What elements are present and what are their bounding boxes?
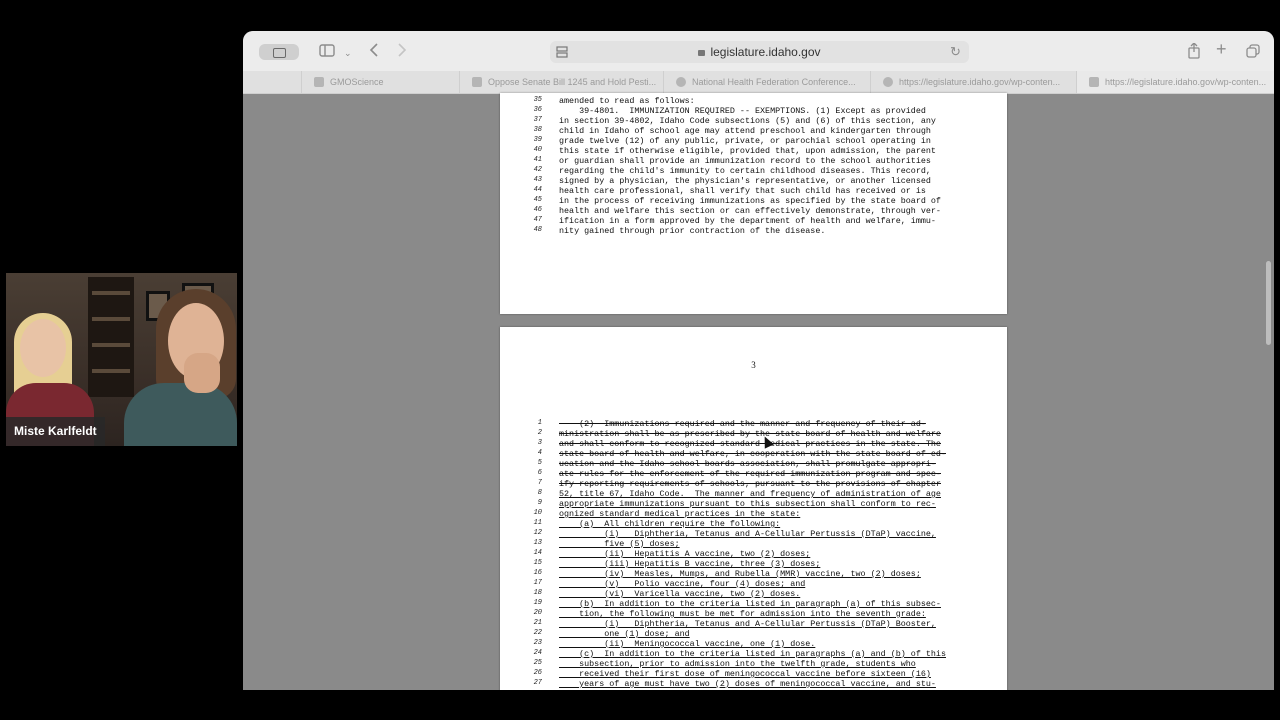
line-text: regarding the child's immunity to certain childhood diseases. This record, xyxy=(559,166,931,176)
favicon-icon xyxy=(472,77,482,87)
line-text: (i) Diphtheria, Tetanus and A-Cellular Pertussis (DTaP) vaccine, xyxy=(559,529,936,539)
line-text: ucation and the Idaho school boards association, shall promulgate appropri- xyxy=(559,459,936,469)
line-number: 2 xyxy=(537,429,542,437)
line-text: tion, the following must be met for admission into the seventh grade: xyxy=(559,609,926,619)
line-text: ministration shall be as prescribed by the state board of health and welfare xyxy=(559,429,941,439)
document-line xyxy=(500,166,1007,176)
line-text: appropriate immunizations pursuant to this subsection shall conform to rec- xyxy=(559,499,936,509)
line-text: one (1) dose; and xyxy=(559,629,690,639)
line-number: 7 xyxy=(537,479,542,487)
favicon-icon xyxy=(1089,77,1099,87)
line-text: (ii) Meningococcal vaccine, one (1) dose. xyxy=(559,639,816,649)
document-line xyxy=(500,629,1007,639)
favicon-icon xyxy=(676,77,686,87)
line-number: 17 xyxy=(533,579,542,587)
tab-gmoscience[interactable] xyxy=(301,71,450,93)
line-text: (a) All children require the following: xyxy=(559,519,781,529)
document-line xyxy=(500,529,1007,539)
document-line xyxy=(500,419,1007,429)
document-line xyxy=(500,429,1007,439)
document-line xyxy=(500,459,1007,469)
line-number: 24 xyxy=(533,649,542,657)
line-text: (b) In addition to the criteria listed in paragraph (a) of this subsec- xyxy=(559,599,941,609)
line-number: 10 xyxy=(533,509,542,517)
line-text: and shall conform to recognized standard medical practices in the state. The xyxy=(559,439,941,449)
line-number: 13 xyxy=(533,539,542,547)
line-text: (i) Diphtheria, Tetanus and A-Cellular Pertussis (DTaP) Booster, xyxy=(559,619,936,629)
document-line xyxy=(500,549,1007,559)
line-text: amended to read as follows: xyxy=(559,96,695,106)
line-number: 3 xyxy=(537,439,542,447)
line-text: in section 39-4802, Idaho Code subsections (5) and (6) of this section, any xyxy=(559,116,936,126)
document-line xyxy=(500,579,1007,589)
document-line xyxy=(500,96,1007,106)
document-line xyxy=(500,539,1007,549)
tab-label: National Health Federation Conference... xyxy=(692,77,856,87)
document-line xyxy=(500,649,1007,659)
line-number: 39 xyxy=(533,136,542,144)
line-number: 40 xyxy=(533,146,542,154)
line-number: 20 xyxy=(533,609,542,617)
line-number: 42 xyxy=(533,166,542,174)
page-number: 3 xyxy=(751,360,756,370)
tab-oppose-senate-bill[interactable] xyxy=(459,71,657,93)
document-line xyxy=(500,609,1007,619)
line-number: 1 xyxy=(537,419,542,427)
document-line xyxy=(500,449,1007,459)
tab-overview-icon[interactable] xyxy=(259,44,299,60)
line-number: 41 xyxy=(533,156,542,164)
line-number: 37 xyxy=(533,116,542,124)
document-line xyxy=(500,439,1007,449)
document-line xyxy=(500,489,1007,499)
document-line xyxy=(500,499,1007,509)
line-number: 36 xyxy=(533,106,542,114)
forward-icon[interactable] xyxy=(397,43,407,59)
line-text: five (5) doses; xyxy=(559,539,680,549)
url-text: legislature.idaho.gov xyxy=(710,45,821,59)
document-line xyxy=(500,146,1007,156)
tab-label: Oppose Senate Bill 1245 and Hold Pesti... xyxy=(488,77,657,87)
line-number: 47 xyxy=(533,216,542,224)
document-line xyxy=(500,196,1007,206)
line-text: subsection, prior to admission into the twelfth grade, students who xyxy=(559,659,916,669)
pdf-page-2 xyxy=(500,93,1007,314)
document-line xyxy=(500,216,1007,226)
line-number: 27 xyxy=(533,679,542,687)
line-number: 26 xyxy=(533,669,542,677)
document-line xyxy=(500,479,1007,489)
document-line xyxy=(500,679,1007,689)
line-number: 12 xyxy=(533,529,542,537)
document-line xyxy=(500,226,1007,236)
document-line xyxy=(500,156,1007,166)
line-text: ification in a form approved by the department of health and welfare, immu- xyxy=(559,216,936,226)
line-number: 11 xyxy=(533,519,542,527)
line-number: 38 xyxy=(533,126,542,134)
line-text: health and welfare this section or can effectively demonstrate, through ver- xyxy=(559,206,941,216)
tab-overview-grid-icon[interactable] xyxy=(1246,44,1260,60)
line-number: 45 xyxy=(533,196,542,204)
scrollbar[interactable] xyxy=(1266,261,1271,345)
line-number: 8 xyxy=(537,489,542,497)
line-number: 23 xyxy=(533,639,542,647)
line-number: 35 xyxy=(533,96,542,104)
line-number: 16 xyxy=(533,569,542,577)
line-text: signed by a physician, the physician's representative, or another licensed xyxy=(559,176,931,186)
sidebar-icon[interactable] xyxy=(319,44,335,60)
back-icon[interactable] xyxy=(369,43,379,59)
document-line xyxy=(500,176,1007,186)
document-line xyxy=(500,469,1007,479)
tab-label: https://legislature.idaho.gov/wp-conten... xyxy=(899,77,1061,87)
line-number: 15 xyxy=(533,559,542,567)
document-line xyxy=(500,619,1007,629)
line-text: (iv) Measles, Mumps, and Rubella (MMR) vaccine, two (2) doses; xyxy=(559,569,921,579)
document-line xyxy=(500,186,1007,196)
line-text: ate rules for the enforcement of the required immunization program and spec- xyxy=(559,469,941,479)
line-text: (vi) Varicella vaccine, two (2) doses. xyxy=(559,589,801,599)
line-number: 21 xyxy=(533,619,542,627)
line-text: health care professional, shall verify that such child has received or is xyxy=(559,186,926,196)
line-number: 48 xyxy=(533,226,542,234)
favicon-icon xyxy=(314,77,324,87)
line-text: years of age must have two (2) doses of meningococcal vaccine, and stu- xyxy=(559,679,936,689)
chevron-down-icon[interactable]: ⌄ xyxy=(344,48,352,58)
participant-name-label: Miste Karlfeldt xyxy=(6,417,105,446)
line-text: 39-4801. IMMUNIZATION REQUIRED -- EXEMPTIONS. (1) Except as provided xyxy=(559,106,926,116)
document-line xyxy=(500,509,1007,519)
tab-label: https://legislature.idaho.gov/wp-conten... xyxy=(1105,77,1267,87)
line-text: (2) Immunizations required and the manner and frequency of their ad- xyxy=(559,419,926,429)
line-number: 44 xyxy=(533,186,542,194)
line-number: 46 xyxy=(533,206,542,214)
pdf-page-3 xyxy=(500,327,1007,690)
tab-national-health-federation[interactable] xyxy=(663,71,861,93)
line-number: 14 xyxy=(533,549,542,557)
line-text: ify reporting requirements of schools, pursuant to the provisions of chapter xyxy=(559,479,941,489)
line-number: 4 xyxy=(537,449,542,457)
document-line xyxy=(500,106,1007,116)
document-line xyxy=(500,569,1007,579)
reload-icon[interactable]: ↻ xyxy=(950,44,961,59)
browser-toolbar xyxy=(243,31,1274,71)
document-line xyxy=(500,126,1007,136)
line-text: child in Idaho of school age may attend preschool and kindergarten through xyxy=(559,126,931,136)
document-line xyxy=(500,659,1007,669)
line-text: 52, title 67, Idaho Code. The manner and frequency of administration of age xyxy=(559,489,941,499)
document-line xyxy=(500,136,1007,146)
line-text: (ii) Hepatitis A vaccine, two (2) doses; xyxy=(559,549,811,559)
line-text: or guardian shall provide an immunization record to the school authorities xyxy=(559,156,931,166)
document-line xyxy=(500,206,1007,216)
line-number: 6 xyxy=(537,469,542,477)
tab-bar xyxy=(243,71,1274,94)
browser-window xyxy=(243,31,1274,690)
line-number: 19 xyxy=(533,599,542,607)
line-text: received their first dose of meningococcal vaccine before sixteen (16) xyxy=(559,669,931,679)
line-text: (v) Polio vaccine, four (4) doses; and xyxy=(559,579,806,589)
share-icon[interactable] xyxy=(1187,43,1201,61)
line-text: (iii) Hepatitis B vaccine, three (3) doses; xyxy=(559,559,821,569)
line-text: ognized standard medical practices in the state: xyxy=(559,509,801,519)
line-text: (c) In addition to the criteria listed in paragraphs (a) and (b) of this xyxy=(559,649,946,659)
line-number: 25 xyxy=(533,659,542,667)
tab-legislature-pdf-2[interactable] xyxy=(1076,71,1274,93)
line-text: in the process of receiving immunizations as specified by the state board of xyxy=(559,196,941,206)
line-number: 5 xyxy=(537,459,542,467)
line-text: this state if otherwise eligible, provided that, upon admission, the parent xyxy=(559,146,936,156)
line-number: 18 xyxy=(533,589,542,597)
line-number: 43 xyxy=(533,176,542,184)
tab-label: GMOScience xyxy=(330,77,384,87)
document-line xyxy=(500,639,1007,649)
document-line xyxy=(500,589,1007,599)
line-text: grade twelve (12) of any public, private, or parochial school operating in xyxy=(559,136,931,146)
document-line xyxy=(500,669,1007,679)
tab-legislature-pdf-1[interactable] xyxy=(870,71,1068,93)
document-line xyxy=(500,519,1007,529)
line-number: 9 xyxy=(537,499,542,507)
address-bar[interactable] xyxy=(550,41,969,63)
document-line xyxy=(500,116,1007,126)
bookshelf xyxy=(88,277,134,397)
lock-icon xyxy=(698,50,705,56)
line-text: state board of health and welfare, in cooperation with the state board of ed- xyxy=(559,449,946,459)
new-tab-icon[interactable]: + xyxy=(1216,39,1227,59)
line-number: 22 xyxy=(533,629,542,637)
document-line xyxy=(500,559,1007,569)
line-text: nity gained through prior contraction of the disease. xyxy=(559,226,826,236)
document-line xyxy=(500,599,1007,609)
wordpress-icon xyxy=(883,77,893,87)
